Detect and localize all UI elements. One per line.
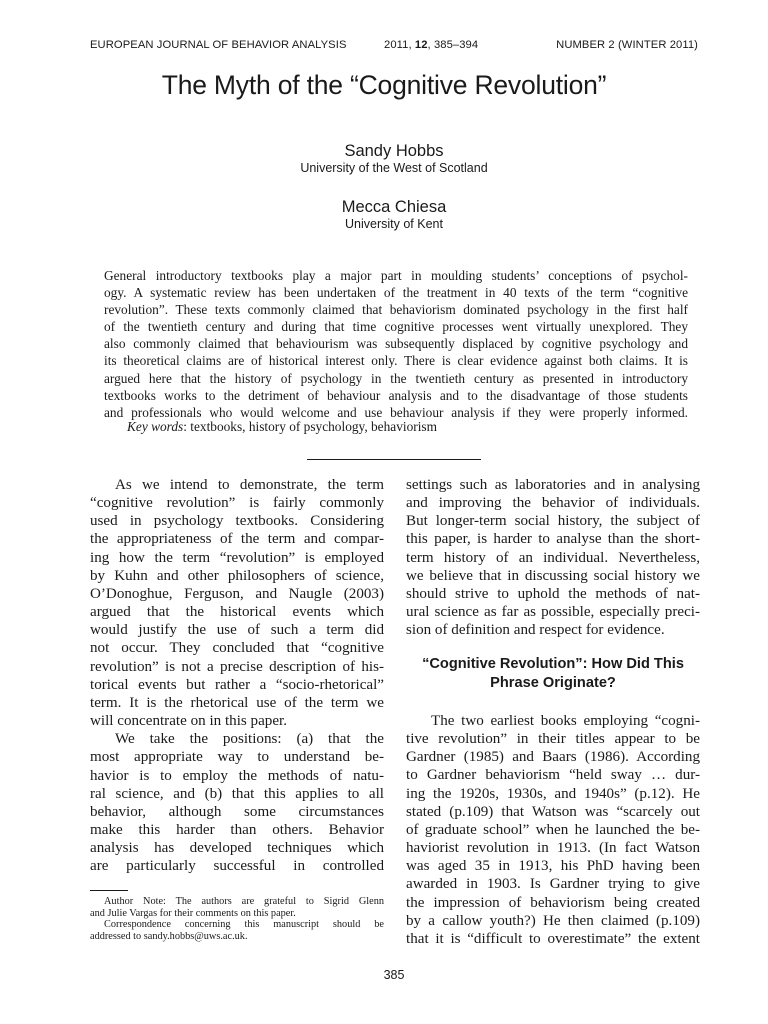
- paper-title: The Myth of the “Cognitive Revolution”: [161, 70, 607, 100]
- abstract-line: General introductory textbooks play a major part in moulding students’ conceptions of psychol-: [104, 268, 688, 283]
- citation-year: 2011,: [384, 39, 415, 51]
- issue-label: NUMBER 2 (WINTER 2011): [556, 39, 698, 51]
- body-line: by a callow youth?) He then claimed (p.109): [406, 912, 700, 929]
- footnotes: [90, 896, 384, 942]
- body-line: But longer-term social history, the subject of: [406, 513, 700, 530]
- section-heading: [406, 655, 700, 693]
- body-line: will concentrate on in this paper.: [90, 713, 287, 730]
- body-line: awarded in 1903. Is Gardner trying to give: [406, 876, 700, 893]
- abstract-line: ogy. A systematic review has been undertaken of the treatment in 40 texts of the term “cognitive: [104, 285, 688, 301]
- body-line: was aged 35 in 1913, his PhD having been: [406, 858, 700, 875]
- keywords-text: : textbooks, history of psychology, behaviorism: [183, 419, 437, 434]
- section-heading-line: “Cognitive Revolution”: How Did This: [422, 656, 684, 672]
- body-line: this paper, is harder to analyse than the short-: [406, 531, 700, 548]
- body-line: argued that the historical events which: [90, 604, 384, 621]
- right-column-bottom: [406, 712, 700, 948]
- author-name: Sandy Hobbs: [344, 142, 444, 160]
- body-line: not occur. They concluded that “cognitive: [90, 640, 384, 657]
- body-line: tive revolution” in their titles appear to be: [406, 731, 700, 748]
- body-line: We take the positions: (a) that the: [115, 731, 384, 748]
- body-line: stated (p.109) that Watson was “scarcely out: [406, 803, 700, 820]
- body-line: used in psychology textbooks. Considering: [90, 513, 384, 530]
- body-line: “cognitive revolution” is fairly commonly: [90, 495, 384, 512]
- body-line: and improving the behavior of individuals.: [406, 495, 700, 512]
- abstract-line: also commonly claimed that behaviourism was subsequently displaced by cognitive psychology and: [104, 336, 688, 352]
- section-heading-line: Phrase Originate?: [490, 675, 616, 691]
- abstract: [104, 267, 688, 421]
- body-line: ral science, and (b) that this applies to all: [90, 785, 384, 802]
- footnote-line: addressed to sandy.hobbs@uws.ac.uk.: [90, 930, 248, 942]
- abstract-line: revolution”. These texts commonly claimed that behaviorism dominated psychology in the first half: [104, 302, 688, 318]
- abstract-line: of the twentieth century and during that time cognitive processes went virtually unexplored. They: [104, 319, 688, 335]
- body-line: are particularly successful in controlled: [90, 858, 384, 875]
- body-line: settings such as laboratories and in analysing: [406, 477, 700, 493]
- body-line: should strive to uphold the methods of nat-: [406, 585, 700, 602]
- body-line: havior is to employ the methods of natu-: [90, 767, 384, 784]
- body-line: would justify the use of such a term did: [90, 622, 384, 639]
- body-line: revolution” is not a precise description of his-: [90, 658, 384, 675]
- body-line: Gardner (1985) and Baars (1986). According: [406, 749, 700, 766]
- keywords: [127, 419, 437, 435]
- keywords-label: Key words: [127, 419, 184, 434]
- body-line: term history of an individual. Nevertheless,: [406, 549, 700, 566]
- footnote-line: Correspondence concerning this manuscript should be: [104, 919, 384, 931]
- citation: [384, 39, 478, 51]
- body-line: ural science as far as possible, especially preci-: [406, 604, 700, 621]
- author-name: Mecca Chiesa: [341, 198, 447, 216]
- body-line: to Gardner behaviorism “held sway … dur-: [406, 767, 700, 784]
- section-divider: [307, 459, 481, 460]
- right-column-top: [406, 476, 700, 639]
- body-line: As we intend to demonstrate, the term: [115, 477, 384, 493]
- body-line: O’Donoghue, Ferguson, and Naugle (2003): [90, 585, 384, 602]
- body-line: The two earliest books employing “cogni-: [431, 713, 700, 729]
- body-line: the impression of behaviorism being created: [406, 894, 700, 911]
- body-line: analysis has developed techniques which: [90, 840, 384, 857]
- body-line: torical events but rather a “socio-rhetorical”: [90, 676, 384, 693]
- body-line: ing the 1920s, 1930s, and 1940s” (p.12). He: [406, 785, 700, 802]
- citation-pages: , 385–394: [427, 39, 479, 51]
- body-line: we believe that in discussing social history we: [406, 567, 700, 584]
- body-line: term. It is the rhetorical use of the term we: [90, 694, 384, 711]
- footnote-line: Author Note: The authors are grateful to Sigrid Glenn: [104, 896, 384, 907]
- body-line: by Kuhn and other philosophers of science,: [90, 567, 384, 584]
- body-line: make this harder than others. Behavior: [90, 821, 384, 838]
- citation-volume: 12: [414, 39, 428, 51]
- running-head: [90, 39, 698, 55]
- page-number: 385: [383, 968, 405, 982]
- body-line: behavior, although some circumstances: [90, 803, 384, 820]
- body-line: sion of definition and respect for evidence.: [406, 622, 665, 639]
- body-line: the appropriateness of the term and compar-: [90, 531, 384, 548]
- journal-name: EUROPEAN JOURNAL OF BEHAVIOR ANALYSIS: [90, 39, 347, 51]
- footnote-line: and Julie Vargas for their comments on this paper.: [90, 907, 296, 919]
- abstract-line: textbooks works to the detriment of behaviour analysis and to the disadvantage of those students: [104, 387, 688, 403]
- body-line: of graduate school” when he launched the be-: [406, 821, 700, 838]
- author-affiliation: University of Kent: [345, 217, 443, 231]
- body-line: ing how the term “revolution” is employed: [90, 549, 384, 566]
- footnote-rule: [90, 890, 128, 891]
- body-line: that it is “difficult to overestimate” the extent: [406, 930, 700, 947]
- body-line: most appropriate way to understand be-: [90, 749, 384, 766]
- abstract-line: and professionals who would welcome and use behaviour analysis if they were properly informed.: [104, 404, 688, 420]
- abstract-line: its theoretical claims are of historical interest only. There is clear evidence against both claims. It is: [104, 353, 688, 369]
- body-line: haviorist revolution in 1913. (In fact Watson: [406, 840, 700, 857]
- abstract-line: argued here that the history of psychology in the twentieth century as presented in introductory: [104, 370, 688, 386]
- author-affiliation: University of the West of Scotland: [300, 161, 488, 175]
- left-column: [90, 476, 384, 875]
